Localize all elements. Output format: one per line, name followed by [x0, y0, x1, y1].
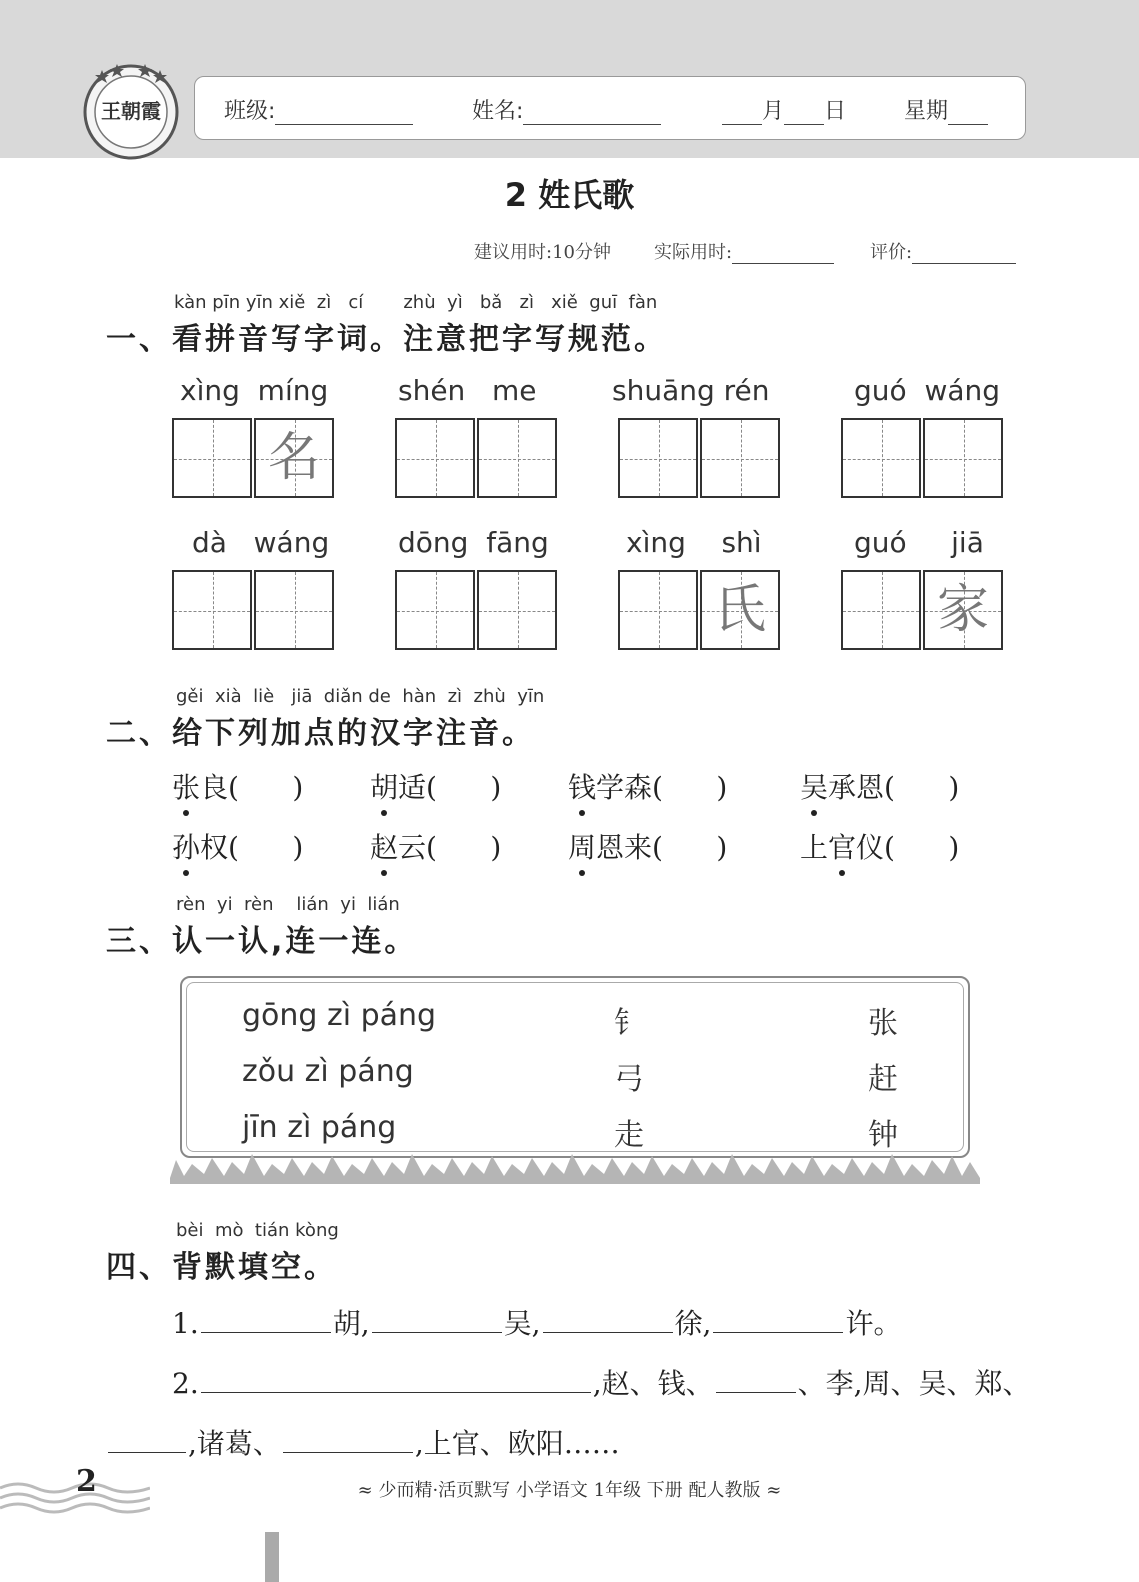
match-pinyin[interactable]: zǒu zì páng [242, 1054, 414, 1089]
dotted-char: 周 [568, 826, 596, 866]
writing-grid-cell[interactable] [841, 570, 921, 650]
grid-char [925, 420, 1001, 496]
writing-grid-cell[interactable] [923, 418, 1003, 498]
pinyin-question[interactable]: 钱学森( ) [568, 766, 727, 806]
pinyin-question[interactable]: 胡适( ) [370, 766, 501, 806]
grid-char [620, 572, 696, 648]
word-pinyin: shén me [398, 374, 537, 407]
grid-char [397, 420, 473, 496]
lesson-title: 2 姓氏歌 [504, 176, 635, 214]
day-label: 日 [824, 99, 847, 124]
evaluation-blank[interactable] [912, 243, 1016, 264]
match-char[interactable]: 钟 [868, 1118, 898, 1153]
recite-line-3: ,诸葛、 ,上官、欧阳…… [106, 1422, 620, 1462]
fill-blank[interactable] [372, 1304, 502, 1333]
publisher-logo [82, 62, 180, 160]
fill-blank[interactable] [201, 1304, 331, 1333]
section3-heading: 三、认一认,连一连。 [106, 924, 418, 959]
grid-char [620, 420, 696, 496]
grid-char [843, 420, 919, 496]
word-pinyin: guó jiā [854, 526, 984, 559]
grid-char [397, 572, 473, 648]
grid-char: 名 [267, 428, 320, 488]
writing-grid-cell[interactable] [618, 570, 698, 650]
section3-pinyin: rèn yi rèn lián yi lián [176, 894, 400, 915]
date-field[interactable] [722, 94, 846, 125]
pinyin-question[interactable]: 吴承恩( ) [800, 766, 959, 806]
class-blank[interactable] [275, 100, 413, 125]
grid-char [174, 420, 250, 496]
dotted-char: 官 [828, 826, 856, 866]
class-label: 班级: [224, 99, 276, 124]
grid-char [174, 572, 250, 648]
writing-grid-cell[interactable] [923, 570, 1003, 650]
day-blank[interactable] [784, 100, 824, 125]
section4-heading: 四、背默填空。 [106, 1250, 337, 1285]
word-pinyin: xìng shì [626, 526, 762, 559]
match-radical[interactable]: 弓 [614, 1062, 644, 1097]
grid-char: 家 [936, 580, 989, 640]
section1-heading: 一、看拼音写字词。注意把字写规范。 [106, 322, 667, 357]
writing-grid-cell[interactable] [172, 570, 252, 650]
writing-grid-cell[interactable] [254, 418, 334, 498]
fill-blank[interactable] [283, 1424, 413, 1453]
fill-blank[interactable] [543, 1304, 673, 1333]
word-pinyin: guó wáng [854, 374, 1001, 407]
writing-grid-cell[interactable] [700, 418, 780, 498]
word-pinyin: xìng míng [180, 374, 329, 407]
name-blank[interactable] [523, 100, 661, 125]
name-label: 姓名: [472, 99, 524, 124]
evaluation-label: 评价: [870, 242, 913, 263]
page-number: 2 [76, 1464, 97, 1499]
actual-time-blank[interactable] [732, 243, 834, 264]
pinyin-question[interactable]: 张良( ) [172, 766, 303, 806]
pinyin-question[interactable]: 孙权( ) [172, 826, 303, 866]
actual-time-field[interactable] [654, 238, 834, 264]
writing-grid-cell[interactable] [254, 570, 334, 650]
grid-char [702, 420, 778, 496]
week-blank[interactable] [948, 100, 988, 125]
grid-char [843, 572, 919, 648]
dotted-char: 赵 [370, 826, 398, 866]
footer-text: ≈ 少而精·活页默写 小学语文 1年级 下册 配人教版 ≈ [357, 1480, 782, 1501]
dotted-char: 吴 [800, 766, 828, 806]
evaluation-field[interactable] [870, 238, 1016, 264]
suggested-time: 建议用时:10分钟 [474, 242, 611, 263]
section1-pinyin: kàn pīn yīn xiě zì cí zhù yì bǎ zì xiě guī fàn [174, 292, 658, 313]
week-field[interactable] [904, 94, 988, 125]
writing-grid-cell[interactable] [172, 418, 252, 498]
pinyin-question[interactable]: 上官仪( ) [800, 826, 959, 866]
word-pinyin: shuāng rén [612, 374, 770, 407]
fill-blank[interactable] [713, 1304, 843, 1333]
match-pinyin[interactable]: gōng zì páng [242, 998, 437, 1033]
writing-grid-cell[interactable] [841, 418, 921, 498]
writing-grid-cell[interactable] [395, 418, 475, 498]
month-blank[interactable] [722, 100, 762, 125]
logo-text: 王朝霞 [101, 99, 161, 123]
grid-char: 氏 [713, 580, 766, 640]
fill-blank[interactable] [201, 1364, 591, 1393]
pinyin-question[interactable]: 赵云( ) [370, 826, 501, 866]
match-radical[interactable]: 钅 [614, 1006, 644, 1041]
writing-grid-cell[interactable] [477, 570, 557, 650]
month-label: 月 [762, 99, 785, 124]
fill-blank[interactable] [716, 1364, 796, 1393]
match-pinyin[interactable]: jīn zì páng [242, 1110, 397, 1145]
recite-line-1: 1. 胡, 吴, 徐, 许。 [172, 1302, 901, 1342]
dotted-char: 钱 [568, 766, 596, 806]
word-pinyin: dà wáng [192, 526, 330, 559]
dotted-char: 孙 [172, 826, 200, 866]
grid-char [479, 572, 555, 648]
pinyin-question[interactable]: 周恩来( ) [568, 826, 727, 866]
week-label: 星期 [904, 99, 949, 124]
recite-line-2: 2. ,赵、钱、 、李,周、吴、郑、 [172, 1362, 1031, 1402]
writing-grid-cell[interactable] [395, 570, 475, 650]
grid-char [479, 420, 555, 496]
dotted-char: 张 [172, 766, 200, 806]
fill-blank[interactable] [108, 1424, 186, 1453]
match-char[interactable]: 张 [868, 1006, 898, 1041]
writing-grid-cell[interactable] [618, 418, 698, 498]
section4-pinyin: bèi mò tián kòng [176, 1220, 339, 1241]
class-field[interactable] [224, 94, 413, 125]
writing-grid-cell[interactable] [700, 570, 780, 650]
name-field[interactable] [472, 94, 661, 125]
word-pinyin: dōng fāng [398, 526, 549, 559]
actual-time-label: 实际用时: [654, 242, 733, 263]
section2-pinyin: gěi xià liè jiā diǎn de hàn zì zhù yīn [176, 686, 545, 707]
dotted-char: 胡 [370, 766, 398, 806]
grid-char [256, 572, 332, 648]
writing-grid-cell[interactable] [477, 418, 557, 498]
section2-heading: 二、给下列加点的汉字注音。 [106, 716, 535, 751]
page-gutter-bar [265, 1532, 279, 1582]
match-char[interactable]: 赶 [868, 1062, 898, 1097]
grass-decoration [170, 1148, 980, 1188]
match-radical[interactable]: 走 [614, 1118, 644, 1153]
